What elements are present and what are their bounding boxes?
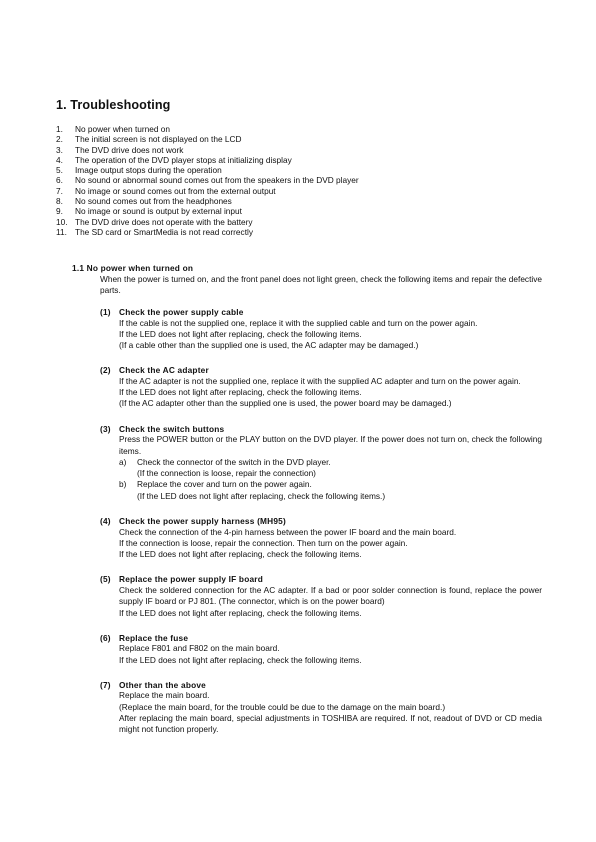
subsection-heading bbox=[100, 680, 542, 691]
step-line: (If the LED does not light after replacing, check the following items.) bbox=[137, 490, 386, 501]
toc-item-number: 7. bbox=[56, 185, 63, 196]
toc-item-text: The SD card or SmartMedia is not read correctly bbox=[75, 226, 253, 237]
toc-item bbox=[56, 175, 556, 185]
step-line: (If the connection is loose, repair the connection) bbox=[137, 468, 316, 479]
subsection-body bbox=[119, 585, 542, 619]
step-label: b) bbox=[119, 479, 127, 490]
subsection bbox=[100, 574, 542, 618]
toc-item-text: No sound or abnormal sound comes out from the speakers in the DVD player bbox=[75, 175, 359, 186]
body-text: (If the AC adapter other than the supplied one is used, the power board may be damaged.) bbox=[119, 398, 452, 409]
subsection-heading bbox=[100, 574, 542, 585]
subsection bbox=[100, 365, 542, 409]
body-text: Check the soldered connection for the AC adapter. If a bad or poor solder connection is found, replace the power supply IF board or PJ 801. (The connector, which is on the power board) bbox=[119, 584, 542, 607]
toc-item-number: 8. bbox=[56, 196, 63, 207]
step-line: Replace the cover and turn on the power again. bbox=[137, 479, 312, 490]
subsection-title: Replace the power supply IF board bbox=[119, 574, 263, 585]
toc-item-number: 4. bbox=[56, 154, 63, 165]
body-text: (Replace the main board, for the trouble could be due to the damage on the main board.) bbox=[119, 701, 446, 712]
subsection-title: Check the switch buttons bbox=[119, 423, 225, 434]
toc-item-number: 5. bbox=[56, 165, 63, 176]
body-text: If the LED does not light after replacing, check the following items. bbox=[119, 387, 362, 398]
toc-item-number: 2. bbox=[56, 134, 63, 145]
step-item bbox=[119, 457, 542, 480]
subsection bbox=[100, 680, 542, 736]
toc-item bbox=[56, 145, 556, 155]
toc-item-text: Image output stops during the operation bbox=[75, 165, 222, 176]
body-text: If the LED does not light after replacing, check the following items. bbox=[119, 549, 362, 560]
subsection-number: (5) bbox=[100, 574, 111, 585]
subsection-body bbox=[119, 434, 542, 502]
step-item bbox=[119, 479, 542, 502]
toc-item bbox=[56, 217, 556, 227]
subsection-title: Other than the above bbox=[119, 679, 206, 690]
section-intro: When the power is turned on, and the front panel does not light green, check the following items and repair the defective parts. bbox=[100, 274, 542, 295]
subsection-number: (6) bbox=[100, 632, 111, 643]
body-text: (If a cable other than the supplied one is used, the AC adapter may be damaged.) bbox=[119, 340, 419, 351]
body-text: If the connection is loose, repair the connection. Then turn on the power again. bbox=[119, 537, 408, 548]
subsection-title: Check the AC adapter bbox=[119, 365, 209, 376]
subsection-number: (2) bbox=[100, 365, 111, 376]
subsection-heading bbox=[100, 424, 542, 435]
toc-item-text: No sound comes out from the headphones bbox=[75, 196, 232, 207]
body-text: If the LED does not light after replacing, check the following items. bbox=[119, 328, 362, 339]
section-1-1 bbox=[72, 263, 542, 736]
toc-item bbox=[56, 227, 556, 237]
step-text bbox=[137, 457, 542, 480]
subsection-body bbox=[119, 643, 542, 666]
toc-item-text: No image or sound comes out from the external output bbox=[75, 185, 276, 196]
toc-item bbox=[56, 134, 556, 144]
subsection-body bbox=[119, 318, 542, 352]
subsection-number: (4) bbox=[100, 516, 111, 527]
step-text bbox=[137, 479, 542, 502]
toc-item-number: 6. bbox=[56, 175, 63, 186]
toc-item-text: No image or sound is output by external input bbox=[75, 206, 242, 217]
body-text: If the cable is not the supplied one, replace it with the supplied cable and turn on the power again. bbox=[119, 317, 478, 328]
toc-item bbox=[56, 155, 556, 165]
toc-item bbox=[56, 165, 556, 175]
subsection bbox=[100, 307, 542, 351]
subsection-body bbox=[119, 376, 542, 410]
step-line: Check the connector of the switch in the DVD player. bbox=[137, 456, 331, 467]
section-heading: 1.1 No power when turned on bbox=[72, 263, 194, 273]
toc-item-number: 9. bbox=[56, 206, 63, 217]
subsection-list bbox=[72, 307, 542, 736]
subsection-heading bbox=[100, 365, 542, 376]
subsection-heading bbox=[100, 516, 542, 527]
toc-item bbox=[56, 196, 556, 206]
toc-item bbox=[56, 186, 556, 196]
step-label: a) bbox=[119, 456, 127, 467]
page-title: 1. Troubleshooting bbox=[56, 98, 171, 112]
subsection-number: (7) bbox=[100, 679, 111, 690]
subsection-number: (3) bbox=[100, 423, 111, 434]
body-text: Replace the main board. bbox=[119, 690, 210, 701]
toc-item-number: 11. bbox=[56, 226, 67, 237]
subsection bbox=[100, 516, 542, 560]
subsection-title: Check the power supply harness (MH95) bbox=[119, 516, 286, 527]
toc-item-text: The initial screen is not displayed on the LCD bbox=[75, 134, 242, 145]
subsection bbox=[100, 633, 542, 666]
body-text: If the LED does not light after replacing, check the following items. bbox=[119, 654, 362, 665]
troubleshooting-list bbox=[56, 124, 556, 237]
toc-item-number: 10. bbox=[56, 216, 68, 227]
subsection bbox=[100, 424, 542, 502]
toc-item-text: The DVD drive does not work bbox=[75, 144, 184, 155]
subsection-title: Check the power supply cable bbox=[119, 307, 244, 317]
toc-item-number: 3. bbox=[56, 144, 63, 155]
toc-item bbox=[56, 206, 556, 216]
toc-item-text: The operation of the DVD player stops at initializing display bbox=[75, 154, 292, 165]
subsection-number: (1) bbox=[100, 307, 111, 317]
subsection-body bbox=[119, 527, 542, 561]
body-text: If the LED does not light after replacing, check the following items. bbox=[119, 607, 362, 618]
body-text: Replace F801 and F802 on the main board. bbox=[119, 643, 280, 654]
body-text: If the AC adapter is not the supplied one, replace it with the supplied AC adapter and turn on the power again. bbox=[119, 375, 521, 386]
subsection-heading bbox=[100, 633, 542, 644]
toc-item bbox=[56, 124, 556, 134]
body-text: Check the connection of the 4-pin harness between the power IF board and the main board. bbox=[119, 526, 457, 537]
toc-item-text: The DVD drive does not operate with the battery bbox=[75, 216, 253, 227]
subsection-title: Replace the fuse bbox=[119, 632, 189, 643]
toc-item-number: 1. bbox=[56, 124, 63, 134]
body-text: Press the POWER button or the PLAY button on the DVD player. If the power does not turn on, check the following items. bbox=[119, 434, 542, 456]
subsection-heading bbox=[100, 307, 542, 318]
body-text: After replacing the main board, special adjustments in TOSHIBA are required. If not, readout of DVD or CD media might not function properly. bbox=[119, 713, 542, 735]
toc-item-text: No power when turned on bbox=[75, 124, 171, 134]
subsection-body bbox=[119, 690, 542, 735]
